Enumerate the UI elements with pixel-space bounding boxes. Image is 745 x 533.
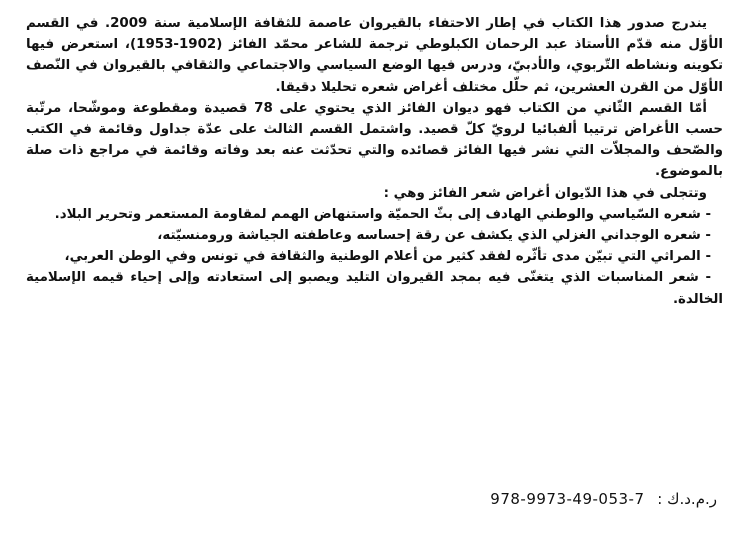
themes-intro-paragraph: وتتجلى في هذا الدّيوان أغراض شعر الفائز وهي :: [383, 185, 707, 201]
intro-paragraph: يندرج صدور هذا الكتاب في إطار الاحتفاء بالقيروان عاصمة للثقافة الإسلامية سنة 2009. في القسم الأوّل منه قدّم الأستاذ عبد الرحمان الكبلوطي ترجمة للشاعر محمّد الفائز (1902-1953)، استعرض فيها تكوينه ونشاطه التّربوي، والأدبيّ، ودرس فيها الوضع السياسي والاجتماعي والثقافي بالقيروان في النّصف الأوّل من القرن العشرين، ثم حلّل مختلف أغراض شعره تحليلا دقيقا.: [26, 16, 723, 95]
isbn-number: 978-9973-49-053-7: [490, 490, 645, 508]
theme-occasions-item: - شعر المناسبات الذي يتغنّى فيه بمجد القيروان التليد ويصبو إلى استعادته وإلى إحياء قيمه الإسلامية الخالدة.: [26, 270, 723, 307]
theme-romantic-item: - شعره الوجداني الغزلي الذي يكشف عن رقة إحساسه وعاطفته الجياشة ورومنسيّته،: [157, 228, 711, 244]
theme-political-item: - شعره السّياسي والوطني الهادف إلى بثّ الحميّة واستنهاض الهمم لمقاومة المستعمر وتحرير البلاد.: [54, 206, 711, 222]
isbn-line: [24, 488, 717, 510]
theme-elegies-item: - المراثي التي تبيّن مدى تأثّره لفقد كثير من أعلام الوطنية والثقافة في تونس وفي الوطن العربي،: [64, 249, 711, 265]
isbn-label: ر.م.د.ك :: [657, 490, 717, 508]
second-section-paragraph: أمّا القسم الثّاني من الكتاب فهو ديوان الفائز الذي يحتوي على 78 قصيدة ومقطوعة وموشّحا، مرتّبة حسب الأغراض ترتيبا ألفبائيا لرويّ كلّ قصيد. واشتمل القسم الثالث على عدّة جداول وقائمة في الكتب والصّحف والمجلاّت التي نشر فيها الفائز قصائده والتي تحدّثت عنه بعد وفاته وقائمة في مراجع ذات صلة بالموضوع.: [26, 100, 723, 180]
